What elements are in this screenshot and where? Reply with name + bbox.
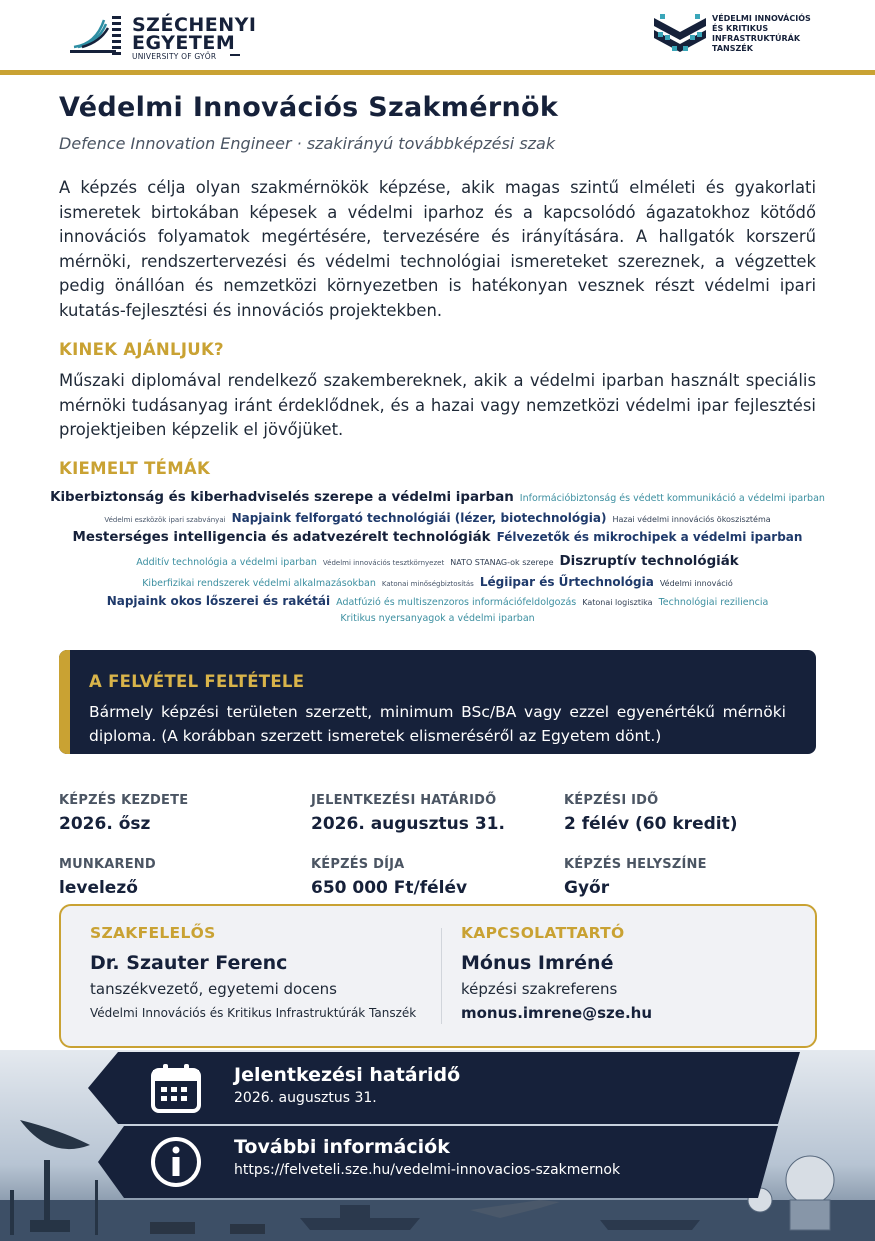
- logo-dash: [230, 54, 240, 56]
- topic-row: [59, 511, 816, 530]
- dept-logo-line4: TANSZÉK: [712, 44, 753, 53]
- admission-box: [59, 650, 816, 754]
- page-title: Védelmi Innovációs Szakmérnök: [59, 92, 559, 123]
- topic-tag: Napjaink felforgató technológiái (lézer, biotechnológia): [231, 511, 607, 525]
- topic-tag: Diszruptív technológiák: [559, 554, 739, 569]
- fact-deadline: [311, 793, 551, 834]
- topic-tag: Napjaink okos lőszerei és rakétái: [106, 594, 331, 608]
- logo-text-line1: SZÉCHENYI: [132, 14, 257, 36]
- page-subtitle: Defence Innovation Engineer · szakirányú továbbképzési szak: [59, 134, 556, 153]
- fact-value: 2 félév (60 kredit): [564, 814, 738, 834]
- topic-row: [59, 530, 816, 554]
- deadline-title: Jelentkezési határidő: [234, 1064, 461, 1086]
- contact-column: [461, 924, 652, 1022]
- contact-heading: KAPCSOLATTARTÓ: [461, 924, 625, 942]
- fact-label: KÉPZÉS HELYSZÍNE: [564, 857, 707, 872]
- fact-value: 2026. ősz: [59, 814, 151, 834]
- topic-row: [59, 613, 816, 629]
- topic-tag: Információbiztonság és védett kommunikáció a védelmi iparban: [519, 493, 825, 504]
- topic-tag: Hazai védelmi innovációs ökoszisztéma: [612, 515, 771, 524]
- topic-tag: Kiberbiztonság és kiberhadviselés szerepe a védelmi iparban: [50, 490, 514, 505]
- fact-value: 2026. augusztus 31.: [311, 814, 505, 834]
- recommend-paragraph: Műszaki diplomával rendelkező szakembereknek, akik a védelmi iparban használt speciális mérnöki tudásanyag iránt érdeklődnek, és a hazai vagy nemzetközi védelmi ipar fejlesztési projektjeiben képzelik el jövőjüket.: [59, 371, 816, 439]
- contact-divider: [441, 928, 442, 1024]
- topic-tag: Félvezetők és mikrochipek a védelmi iparban: [496, 530, 803, 544]
- responsible-role: tanszékvezető, egyetemi docens: [90, 980, 337, 998]
- topic-row: [59, 554, 816, 575]
- topic-tag: Katonai minőségbiztosítás: [381, 580, 474, 588]
- topic-row: [59, 594, 816, 613]
- header-divider: [0, 70, 875, 75]
- intro-paragraph: A képzés célja olyan szakmérnökök képzése, akik magas szintű elméleti és gyakorlati ismeretek birtokában képesek a védelmi iparhoz és a kapcsolódó ágazatokhoz kötődő innovációs folyamatok megértésére, tervezésére és irányítására. A hallgatók korszerű mérnöki, rendszertervezési és védelmi technológiai ismereteket szereznek, a végzettek pedig önállóan és nemzetközi környezetben is hatékonyan vesznek részt védelmi ipari kutatás-fejlesztési és innovációs projektekben.: [59, 178, 816, 320]
- topic-tag: Légiipar és Űrtechnológia: [479, 575, 654, 589]
- dept-logo-line3: INFRASTRUKTÚRÁK: [712, 34, 801, 43]
- fact-label: JELENTKEZÉSI HATÁRIDŐ: [311, 793, 497, 808]
- dept-logo-line1: VÉDELMI INNOVÁCIÓS: [712, 14, 811, 23]
- fact-label: KÉPZÉSI IDŐ: [564, 793, 659, 808]
- topic-tag: Katonai logisztika: [582, 598, 653, 607]
- contact-role: képzési szakreferens: [461, 980, 618, 998]
- topics-word-cloud: [50, 490, 825, 629]
- responsible-column: [90, 924, 416, 1020]
- contact-box: [59, 904, 817, 1048]
- topic-tag: Kiberfizikai rendszerek védelmi alkalmazásokban: [142, 578, 376, 589]
- fact-label: KÉPZÉS DÍJA: [311, 857, 405, 872]
- department-logo-icon: [654, 12, 706, 56]
- fact-value: 650 000 Ft/félév: [311, 878, 468, 898]
- university-logo: [70, 14, 257, 61]
- deadline-date: 2026. augusztus 31.: [234, 1090, 377, 1106]
- topic-tag: NATO STANAG-ok szerepe: [450, 558, 554, 567]
- contact-name: Mónus Imréné: [461, 952, 614, 974]
- info-title: További információk: [234, 1136, 450, 1158]
- info-url-link[interactable]: https://felveteli.sze.hu/vedelmi-innovacios-szakmernok: [234, 1162, 621, 1178]
- fact-value: Győr: [564, 878, 610, 898]
- calendar-icon: [150, 1062, 202, 1114]
- logo-text-line3: UNIVERSITY OF GYŐR: [132, 52, 217, 61]
- admission-text: Bármely képzési területen szerzett, minimum BSc/BA vagy ezzel egyenértékű mérnöki diploma. (A korábban szerzett ismeretek elismeréséről az Egyetem dönt.): [89, 703, 786, 745]
- fact-fee: [311, 857, 551, 898]
- recommend-heading: KINEK AJÁNLJUK?: [59, 340, 224, 359]
- responsible-name: Dr. Szauter Ferenc: [90, 952, 288, 974]
- bottom-banner: [0, 1050, 875, 1241]
- dept-logo-line2: ÉS KRITIKUS: [712, 24, 769, 33]
- admission-heading: A FELVÉTEL FELTÉTELE: [89, 672, 305, 691]
- deadline-ribbon: [88, 1052, 800, 1124]
- topic-tag: Védelmi eszközök ipari szabványai: [104, 516, 226, 524]
- info-icon: [149, 1135, 203, 1189]
- topic-tag: Kritikus nyersanyagok a védelmi iparban: [340, 613, 535, 624]
- fact-location: [564, 857, 804, 898]
- topic-tag: Adatfúzió és multiszenzoros információfeldolgozás: [336, 597, 577, 608]
- responsible-heading: SZAKFELELŐS: [90, 924, 216, 942]
- contact-email-link[interactable]: monus.imrene@sze.hu: [461, 1004, 653, 1022]
- topic-row: [59, 575, 816, 594]
- topic-tag: Additív technológia a védelmi iparban: [136, 557, 317, 568]
- fact-start: [59, 793, 299, 834]
- university-logo-icon: [70, 14, 124, 58]
- fact-label: MUNKAREND: [59, 857, 156, 872]
- topic-row: [50, 490, 825, 511]
- topics-heading: KIEMELT TÉMÁK: [59, 459, 211, 478]
- fact-schedule: [59, 857, 299, 898]
- admission-accent-bar: [59, 650, 70, 754]
- info-ribbon: [98, 1126, 778, 1198]
- department-logo: [654, 12, 844, 60]
- fact-duration: [564, 793, 804, 834]
- topic-tag: Védelmi innovációs tesztkörnyezet: [322, 559, 445, 567]
- fact-label: KÉPZÉS KEZDETE: [59, 793, 189, 808]
- topic-tag: Technológiai reziliencia: [658, 597, 769, 608]
- responsible-department: Védelmi Innovációs és Kritikus Infrastruktúrák Tanszék: [90, 1006, 417, 1020]
- fact-value: levelező: [59, 878, 138, 898]
- logo-text-line2: EGYETEM: [132, 32, 236, 54]
- topic-tag: Mesterséges intelligencia és adatvezérelt technológiák: [72, 530, 491, 545]
- topic-tag: Védelmi innováció: [659, 579, 733, 588]
